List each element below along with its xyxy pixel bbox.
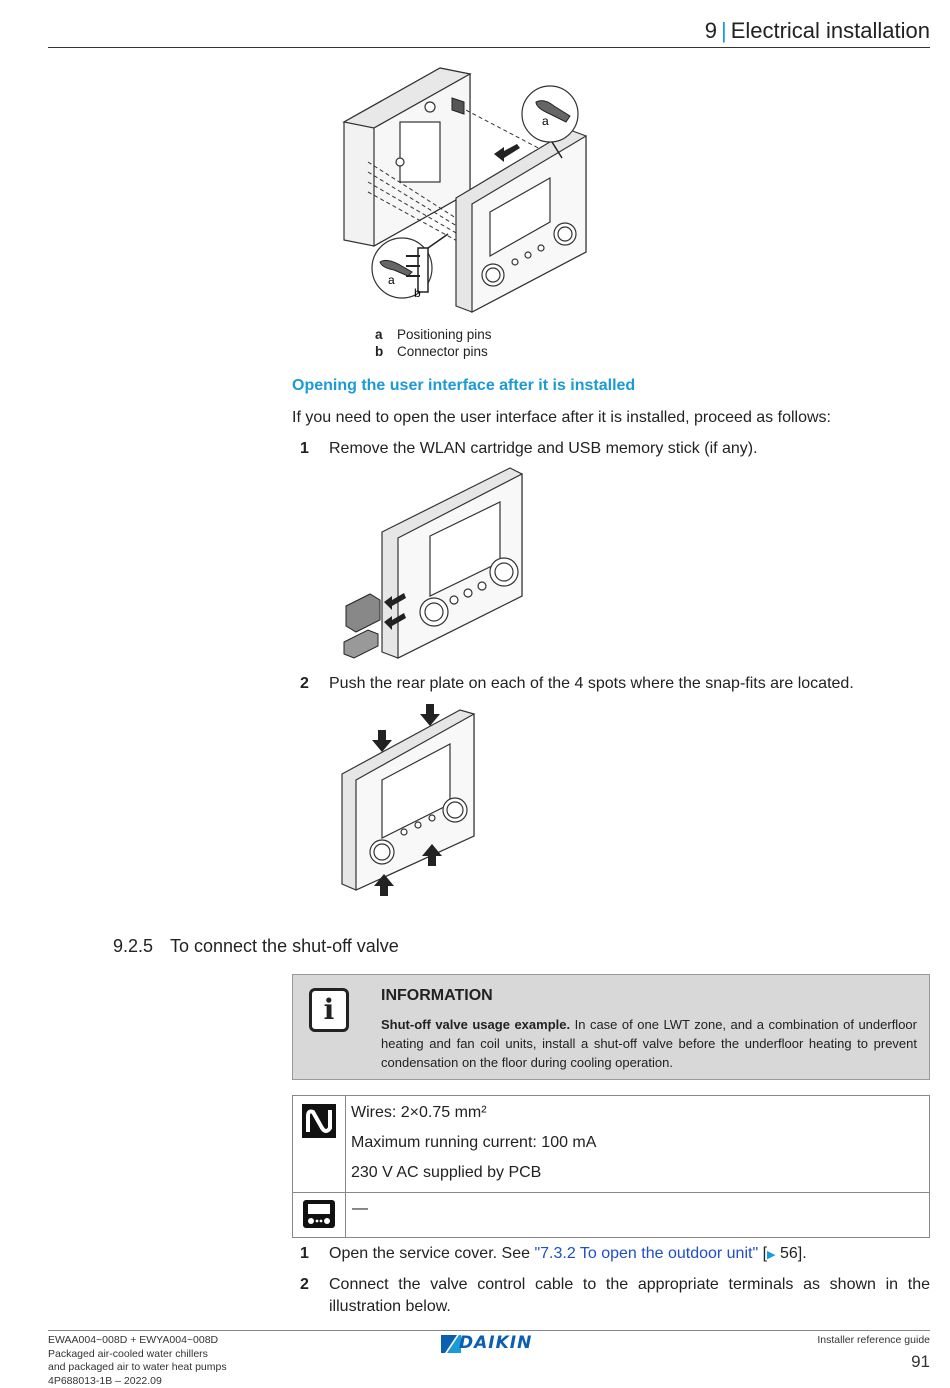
callout-a-top: a bbox=[542, 114, 549, 128]
wiring-icon-cell bbox=[293, 1096, 346, 1193]
figure-legend bbox=[375, 326, 492, 360]
page-number: 91 bbox=[911, 1352, 930, 1371]
page-ref-arrow-icon: ▶ bbox=[767, 1249, 776, 1261]
legend-item: b Connector pins bbox=[375, 344, 488, 359]
list-item: Maximum running current: 100 mA bbox=[351, 1134, 597, 1151]
user-interface-icon bbox=[302, 1199, 336, 1229]
section-title-text: To connect the shut-off valve bbox=[170, 936, 399, 956]
mounting-illustration bbox=[340, 62, 590, 318]
footer-doc-info bbox=[817, 1334, 930, 1372]
information-text: Shut-off valve usage example. In case of one LWT zone, and a combination of underfloor heating and fan coil units, install a shut-off valve before the underfloor heating to prevent condensation on the floor during cooling operation. bbox=[381, 1017, 917, 1070]
chapter-title: Electrical installation bbox=[730, 18, 930, 43]
footer-divider bbox=[48, 1330, 930, 1331]
callout-b: b bbox=[414, 286, 421, 300]
wiring-spec-table bbox=[292, 1095, 930, 1238]
daikin-logo bbox=[439, 1333, 543, 1360]
opening-intro: If you need to open the user interface after it is installed, proceed as follows: bbox=[292, 409, 831, 426]
push-rear-plate-illustration bbox=[340, 700, 480, 900]
legend-item: a Positioning pins bbox=[375, 327, 492, 342]
information-box bbox=[292, 974, 930, 1080]
brand-name: DAIKIN bbox=[459, 1333, 533, 1353]
opening-heading: Opening the user interface after it is installed bbox=[292, 377, 636, 394]
header-title bbox=[705, 18, 930, 44]
remove-cartridge-illustration bbox=[340, 466, 530, 662]
information-title: INFORMATION bbox=[381, 987, 493, 1004]
header-separator: | bbox=[720, 18, 727, 43]
section-number: 9.2.5 bbox=[113, 936, 154, 956]
list-item: 230 V AC supplied by PCB bbox=[351, 1164, 542, 1181]
callout-a-bottom: a bbox=[388, 273, 395, 287]
page-header bbox=[48, 16, 930, 48]
footer-product-info: EWAA004~008D + EWYA004~008D Packaged air-cooled water chillers and packaged air to water heat pumps 4P688013-1B – 2022.09 bbox=[48, 1334, 227, 1387]
ui-spec-value: — bbox=[352, 1200, 368, 1217]
ui-icon-cell bbox=[293, 1193, 346, 1238]
list-item: Wires: 2×0.75 mm² bbox=[351, 1104, 487, 1121]
chapter-number: 9 bbox=[704, 18, 717, 43]
information-icon: i bbox=[309, 988, 349, 1032]
section-title bbox=[113, 936, 399, 957]
wiring-icon bbox=[302, 1104, 336, 1138]
doc-type: Installer reference guide bbox=[817, 1334, 930, 1346]
table-row bbox=[293, 1096, 930, 1193]
table-row bbox=[293, 1193, 930, 1238]
page-ref[interactable]: 56 bbox=[775, 1245, 798, 1262]
wiring-spec-cell bbox=[346, 1096, 930, 1193]
cross-reference-link[interactable]: "7.3.2 To open the outdoor unit" bbox=[534, 1245, 759, 1262]
ui-spec-cell bbox=[346, 1193, 930, 1238]
